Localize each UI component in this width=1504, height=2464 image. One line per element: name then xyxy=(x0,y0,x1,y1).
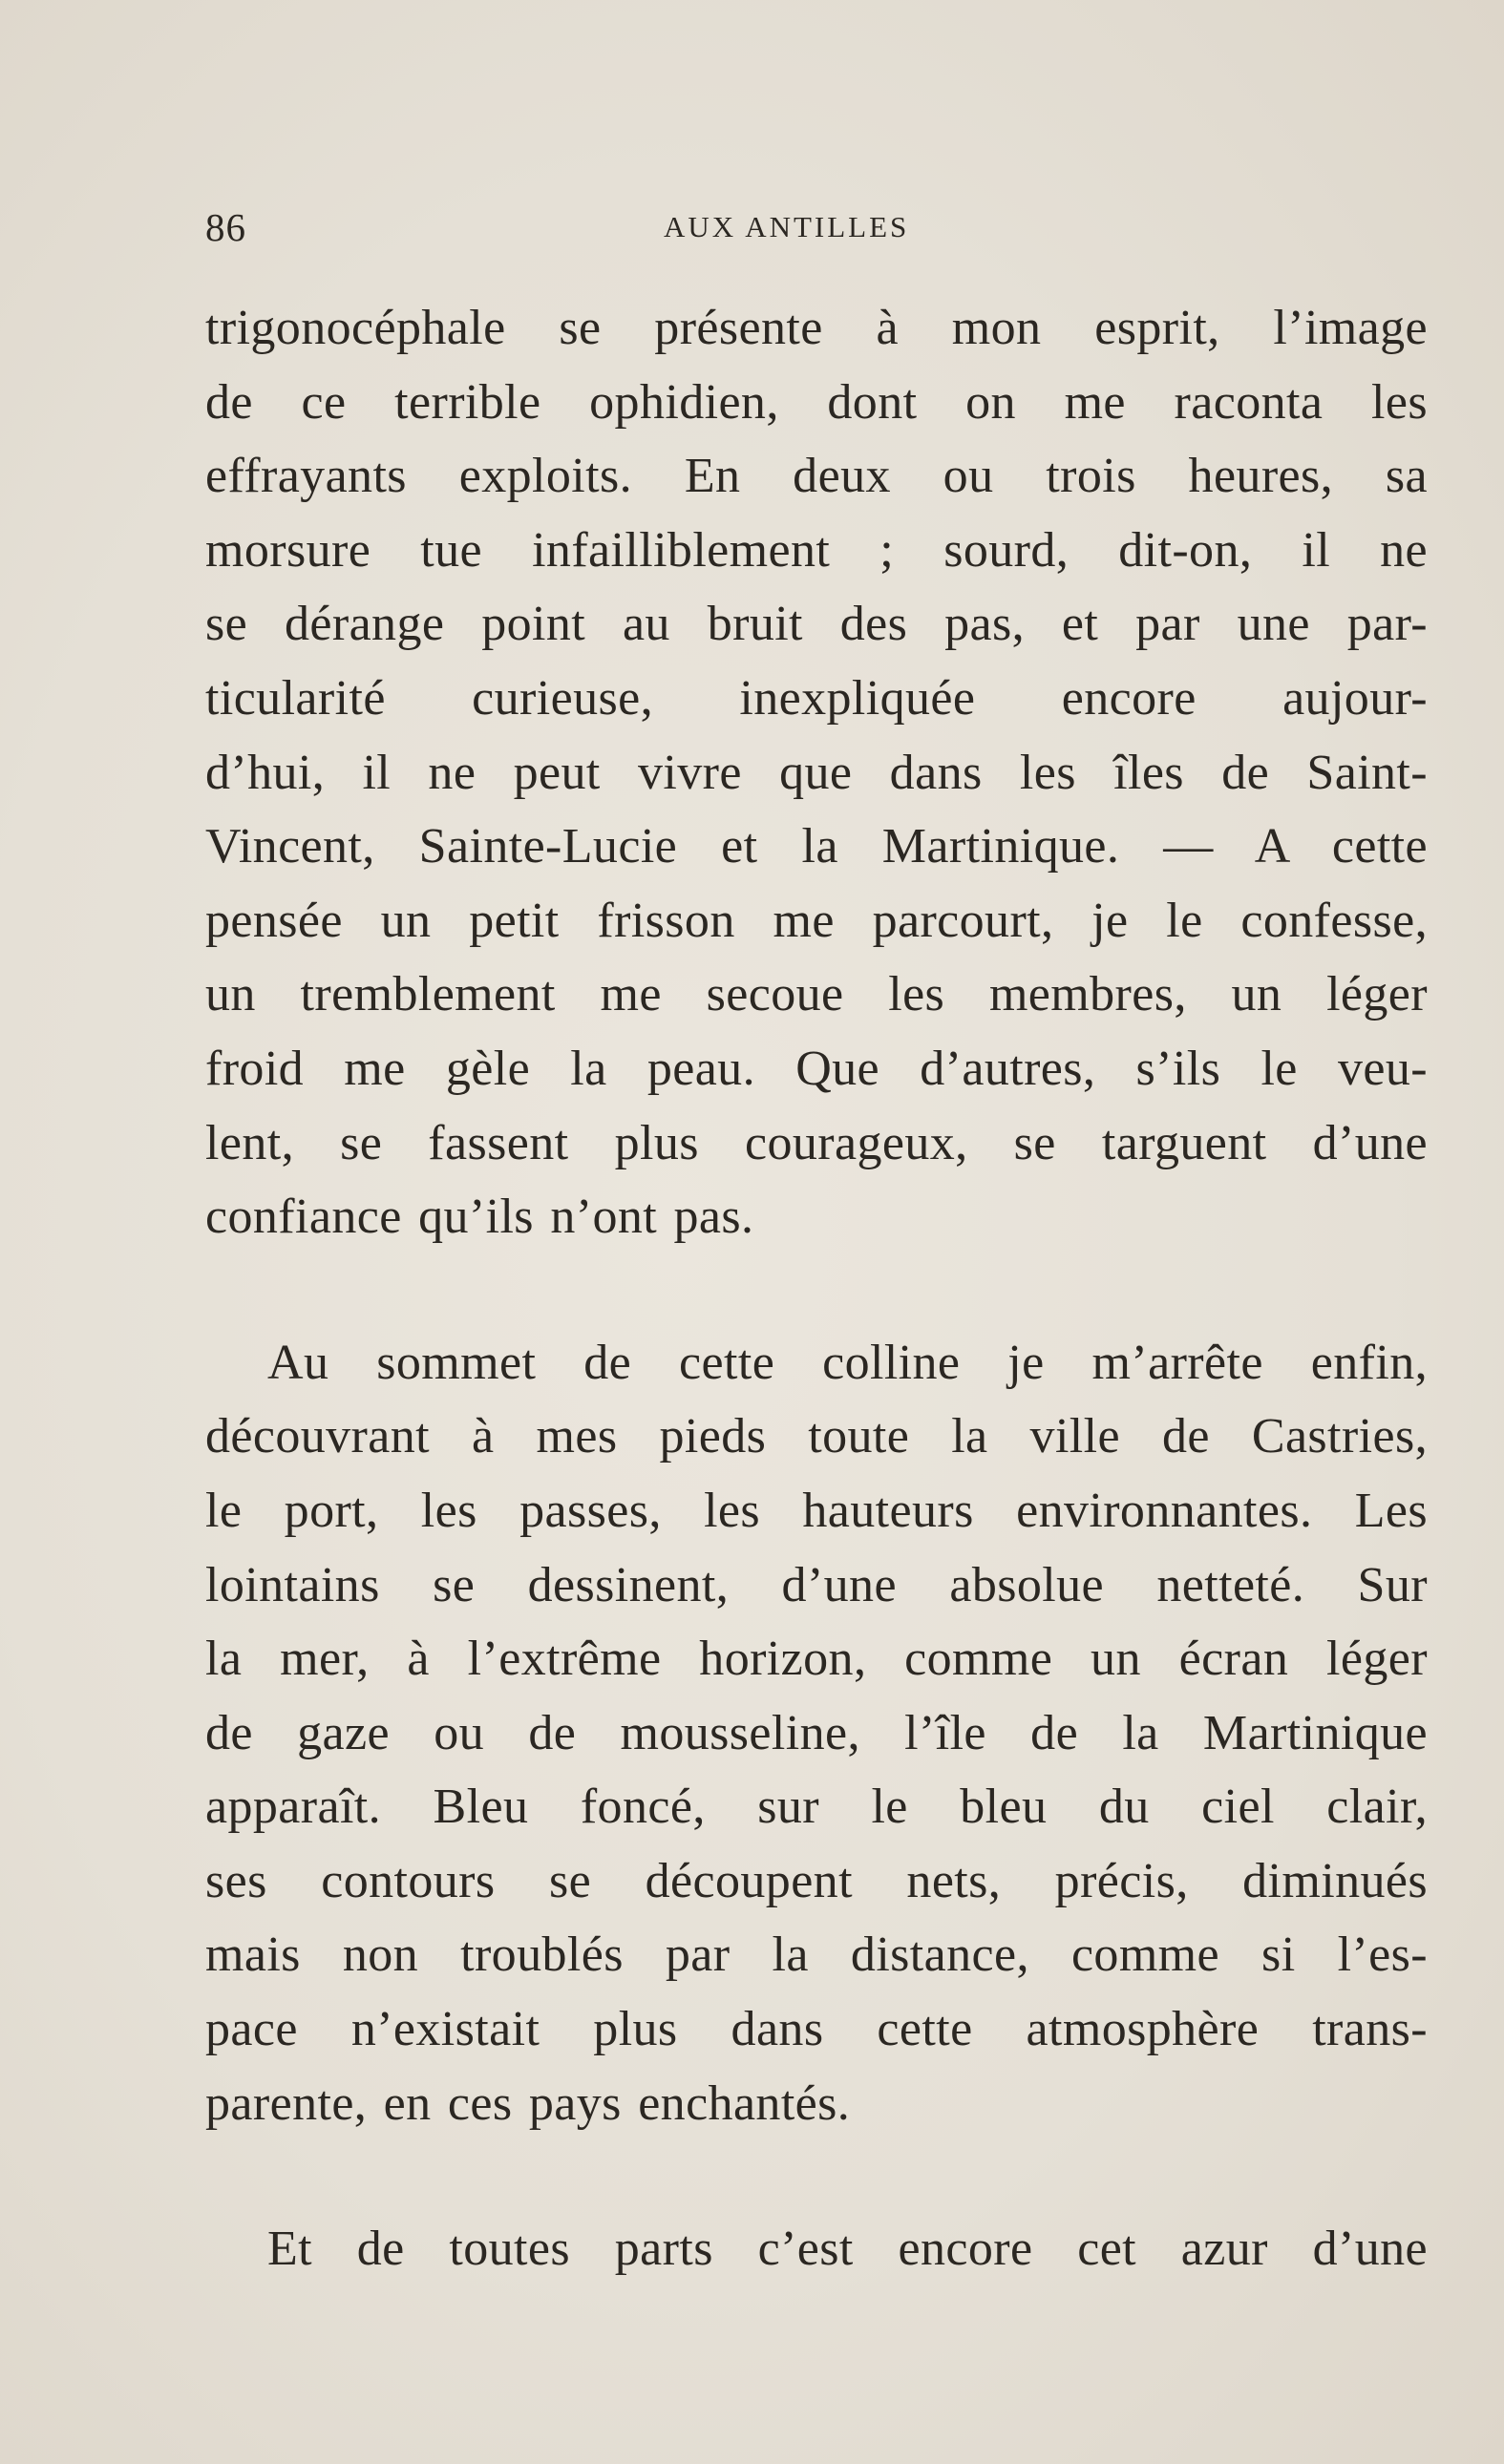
body-text xyxy=(205,291,1428,2286)
text-line: pace n’existait plus dans cette atmosphère trans- xyxy=(205,2002,1428,2057)
paragraph-gap xyxy=(205,2140,1428,2212)
paragraph-gap xyxy=(205,1254,1428,1326)
text-line: se dérange point au bruit des pas, et par une par- xyxy=(205,597,1428,652)
text-line: mais non troublés par la distance, comme si l’es- xyxy=(205,1927,1428,1983)
page-header xyxy=(205,204,1428,252)
running-title: AUX ANTILLES xyxy=(664,210,910,243)
text-line: confiance qu’ils n’ont pas. xyxy=(205,1190,754,1245)
paragraph-1 xyxy=(205,291,1428,1254)
page-number: 86 xyxy=(205,205,246,249)
text-line: pensée un petit frisson me parcourt, je le confesse, xyxy=(205,893,1428,948)
text-line: apparaît. Bleu foncé, sur le bleu du ciel clair, xyxy=(205,1780,1428,1835)
text-line: lointains se dessinent, d’une absolue netteté. Sur xyxy=(205,1557,1428,1612)
text-line: parente, en ces pays enchantés. xyxy=(205,2075,851,2131)
paragraph-2 xyxy=(205,1326,1428,2141)
text-line: Au sommet de cette colline je m’arrête enfin, xyxy=(267,1335,1428,1390)
text-line: morsure tue infailliblement ; sourd, dit-on, il ne xyxy=(205,522,1428,578)
text-line: la mer, à l’extrême horizon, comme un écran léger xyxy=(205,1632,1428,1687)
text-line: de gaze ou de mousseline, l’île de la Martinique xyxy=(205,1705,1428,1760)
paragraph-3 xyxy=(205,2212,1428,2286)
text-line: le port, les passes, les hauteurs environnantes. Les xyxy=(205,1483,1428,1538)
text-line: lent, se fassent plus courageux, se targuent d’une xyxy=(205,1115,1428,1170)
text-line: ticularité curieuse, inexpliquée encore aujour- xyxy=(205,670,1428,726)
text-line: découvrant à mes pieds toute la ville de Castries, xyxy=(205,1409,1428,1464)
text-line: un tremblement me secoue les membres, un léger xyxy=(205,967,1428,1022)
text-line: trigonocéphale se présente à mon esprit, l’image xyxy=(205,301,1428,355)
text-line: froid me gèle la peau. Que d’autres, s’ils le veu- xyxy=(205,1041,1428,1096)
text-line: Et de toutes parts c’est encore cet azur d’une xyxy=(267,2222,1428,2277)
text-line: de ce terrible ophidien, dont on me raconta les xyxy=(205,374,1428,430)
text-line: ses contours se découpent nets, précis, diminués xyxy=(205,1853,1428,1908)
text-line: effrayants exploits. En deux ou trois heures, sa xyxy=(205,449,1428,504)
text-line: d’hui, il ne peut vivre que dans les îles de Saint- xyxy=(205,745,1428,800)
text-line: Vincent, Sainte-Lucie et la Martinique. — A cette xyxy=(205,819,1428,874)
